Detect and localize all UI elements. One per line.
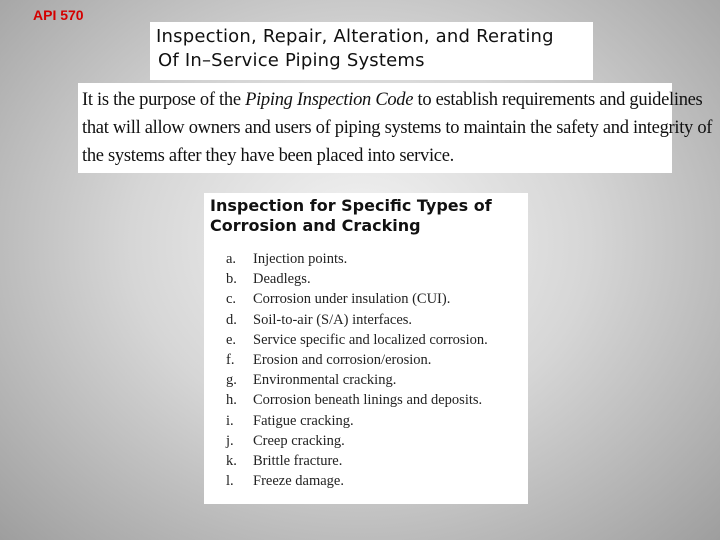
title-box bbox=[150, 22, 593, 80]
list-item bbox=[226, 451, 528, 471]
title-line-1: Inspection, Repair, Alteration, and Rerating bbox=[156, 26, 554, 47]
list-item-text: Erosion and corrosion/erosion. bbox=[253, 352, 432, 369]
list-item bbox=[226, 269, 528, 289]
list-item bbox=[226, 370, 528, 390]
list-item-letter: k. bbox=[226, 453, 237, 470]
list-title-line-1: Inspection for Specific Types of bbox=[210, 196, 492, 215]
list-item-text: Deadlegs. bbox=[253, 271, 311, 288]
list-item-text: Injection points. bbox=[253, 251, 348, 267]
list-item-text: Environmental cracking. bbox=[253, 372, 397, 389]
list-item-text: Corrosion under insulation (CUI). bbox=[253, 291, 451, 308]
list-item-letter: f. bbox=[226, 352, 235, 369]
list-item-text: Corrosion beneath linings and deposits. bbox=[253, 392, 483, 409]
list-item bbox=[226, 249, 528, 269]
purpose-line-1-end: to establish requirements and guidelines bbox=[413, 90, 703, 110]
list-item bbox=[226, 471, 528, 491]
purpose-code-name: Piping Inspection Code bbox=[245, 90, 414, 110]
list-item bbox=[226, 390, 528, 410]
purpose-line-1 bbox=[82, 86, 703, 114]
list-item-text: Service specific and localized corrosion. bbox=[253, 331, 488, 348]
title-line-2: Of In–Service Piping Systems bbox=[158, 50, 425, 71]
list-item bbox=[226, 330, 528, 350]
list-item-letter: i. bbox=[226, 412, 234, 429]
purpose-line-3: the systems after they have been placed into service. bbox=[82, 146, 454, 166]
list-item-text: Creep cracking. bbox=[253, 432, 345, 449]
list-item-letter: a. bbox=[226, 251, 237, 267]
list-item bbox=[226, 431, 528, 451]
corrosion-types-list bbox=[210, 249, 528, 491]
list-title-line-2: Corrosion and Cracking bbox=[210, 216, 421, 235]
list-item-text: Fatigue cracking. bbox=[253, 412, 354, 429]
list-item-letter: d. bbox=[226, 311, 237, 328]
purpose-statement bbox=[78, 83, 713, 173]
list-item bbox=[226, 350, 528, 370]
list-item-letter: b. bbox=[226, 271, 237, 288]
list-item-letter: c. bbox=[226, 291, 237, 308]
corner-label: API 570 bbox=[33, 7, 84, 23]
list-item bbox=[226, 310, 528, 330]
list-item bbox=[226, 289, 528, 309]
list-item-letter: j. bbox=[226, 432, 234, 449]
corrosion-types-box bbox=[204, 193, 528, 504]
list-item bbox=[226, 411, 528, 431]
list-item-letter: l. bbox=[226, 473, 234, 490]
list-item-letter: h. bbox=[226, 392, 237, 409]
list-item-text: Freeze damage. bbox=[253, 473, 344, 490]
list-item-text: Brittle fracture. bbox=[253, 453, 343, 470]
purpose-line-1-start: It is the purpose of the bbox=[82, 90, 246, 110]
purpose-line-2: that will allow owners and users of piping systems to maintain the safety and integrity of bbox=[82, 118, 713, 138]
list-item-letter: e. bbox=[226, 331, 237, 348]
list-title bbox=[210, 196, 528, 236]
list-item-text: Soil-to-air (S/A) interfaces. bbox=[253, 311, 413, 328]
list-item-letter: g. bbox=[226, 372, 237, 389]
